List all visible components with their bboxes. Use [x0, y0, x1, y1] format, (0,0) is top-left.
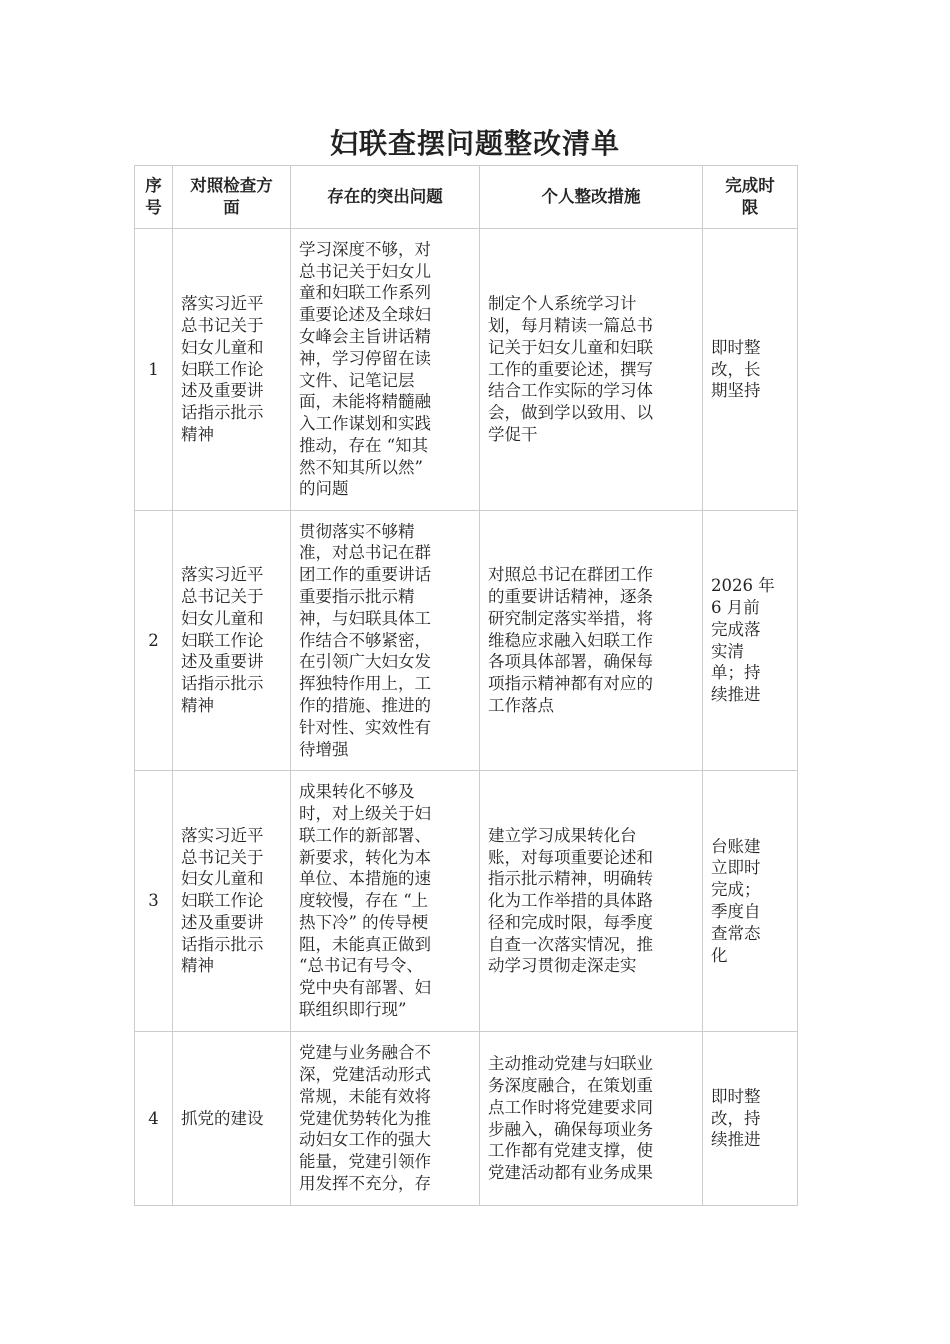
- cell-line: 个人整改措施: [541, 187, 641, 207]
- cell-line: “总书记有号令、: [299, 956, 423, 976]
- cell-line: 落实习近平: [181, 565, 264, 585]
- cell-line: 然不知其所以然”: [299, 457, 423, 477]
- header-measure: [480, 166, 703, 229]
- table-row: [135, 511, 798, 771]
- cell-line: 记关于妇女儿童和妇联: [488, 337, 653, 357]
- cell-measure: [480, 1032, 703, 1206]
- cell-line: 精神: [181, 956, 214, 976]
- cell-line: 话指示批示: [181, 403, 264, 423]
- cell-line: 话指示批示: [181, 674, 264, 694]
- cell-line: 话指示批示: [181, 934, 264, 954]
- cell-line: 精神: [181, 695, 214, 715]
- cell-line: 妇联工作论: [181, 891, 264, 911]
- header-aspect: [173, 166, 291, 229]
- cell-line: 时，对上级关于妇: [299, 803, 431, 823]
- cell-line: 对照检查方: [190, 176, 273, 196]
- cell-line: 会，做到学以致用、以: [488, 403, 653, 423]
- cell-line: 阻，未能真正做到: [299, 934, 431, 954]
- cell-problem: [291, 771, 480, 1032]
- cell-line: 述及重要讲: [181, 381, 264, 401]
- cell-line: 述及重要讲: [181, 912, 264, 932]
- table-row: [135, 1032, 798, 1206]
- cell-line: 点工作时将党建要求同: [488, 1097, 653, 1117]
- cell-line: 能量，党建引领作: [299, 1152, 431, 1172]
- cell-line: 动妇女工作的强大: [299, 1130, 431, 1150]
- cell-line: 实清: [711, 641, 744, 661]
- cell-line: 主动推动党建与妇联业: [488, 1054, 653, 1074]
- cell-line: 妇联工作论: [181, 630, 264, 650]
- cell-problem: [291, 229, 480, 511]
- cell-line: 入工作谋划和实践: [299, 414, 431, 434]
- cell-line: 抓党的建设: [181, 1108, 264, 1128]
- cell-line: 落实习近平: [181, 294, 264, 314]
- cell-line: 维稳应求融入妇联工作: [488, 630, 653, 650]
- cell-line: 查常态: [711, 923, 761, 943]
- cell-line: 务深度融合，在策划重: [488, 1075, 653, 1095]
- cell-aspect: [173, 771, 291, 1032]
- cell-line: 单位、本措施的速: [299, 869, 431, 889]
- cell-line: 党中央有部署、妇: [299, 978, 431, 998]
- cell-aspect: [173, 511, 291, 771]
- cell-line: 妇女儿童和: [181, 337, 264, 357]
- cell-line: 联组织即行现”: [299, 1000, 407, 1020]
- cell-line: 重要论述及全球妇: [299, 305, 431, 325]
- cell-line: 精神: [181, 424, 214, 444]
- cell-line: 作的措施、推进的: [299, 695, 431, 715]
- cell-line: 各项具体部署，确保每: [488, 652, 653, 672]
- cell-line: 总书记关于: [181, 847, 264, 867]
- cell-line: 待增强: [299, 739, 349, 759]
- cell-line: 建立学习成果转化台: [488, 825, 637, 845]
- header-no: [135, 166, 173, 229]
- cell-measure: [480, 229, 703, 511]
- cell-line: 妇女儿童和: [181, 869, 264, 889]
- table-row: [135, 771, 798, 1032]
- cell-aspect: [173, 1032, 291, 1206]
- cell-line: 学习深度不够，对: [299, 239, 431, 259]
- cell-line: 的重要讲话精神，逐条: [488, 587, 653, 606]
- cell-problem: [291, 1032, 480, 1206]
- cell-line: 化: [711, 945, 728, 965]
- cell-line: 季度自: [711, 902, 761, 921]
- cell-problem: [291, 511, 480, 771]
- cell-line: 完成；: [711, 880, 761, 900]
- cell-line: 用发挥不充分，存: [299, 1173, 431, 1193]
- header-problem: [291, 166, 480, 229]
- cell-line: 述及重要讲: [181, 652, 264, 672]
- cell-line: 改，长: [711, 359, 761, 379]
- cell-line: 神，与妇联具体工: [299, 608, 431, 628]
- cell-line: 号: [145, 198, 162, 217]
- cell-line: 限: [741, 198, 759, 217]
- cell-line: 文件、记笔记层: [299, 370, 415, 390]
- cell-line: 重要指示批示精: [299, 587, 415, 606]
- cell-deadline: [703, 511, 798, 771]
- cell-line: 划，每月精读一篇总书: [488, 316, 653, 335]
- cell-line: 续推进: [711, 1130, 761, 1150]
- cell-line: 党建与业务融合不: [299, 1043, 431, 1063]
- cell-line: 续推进: [711, 685, 761, 705]
- cell-line: 径和完成时限，每季度: [488, 912, 653, 932]
- cell-line: 工作都有党建支撑，使: [488, 1141, 653, 1161]
- cell-line: 期坚持: [711, 381, 761, 401]
- cell-line: 联工作的新部署、: [299, 825, 431, 845]
- cell-line: 账，对每项重要论述和: [488, 847, 653, 867]
- cell-line: 推动，存在 “知其: [299, 435, 429, 455]
- cell-line: 作结合不够紧密，: [299, 630, 431, 650]
- cell-line: 团工作的重要讲话: [299, 565, 431, 585]
- cell-no: 1: [135, 229, 173, 511]
- cell-line: 党建优势转化为推: [299, 1108, 431, 1128]
- cell-line: 工作的重要论述，撰写: [488, 359, 653, 379]
- cell-line: 单；持: [711, 663, 761, 683]
- cell-line: 挥独特作用上，工: [299, 674, 431, 694]
- cell-line: 成果转化不够及: [299, 782, 415, 802]
- cell-line: 6 月前: [711, 597, 760, 617]
- cell-deadline: [703, 229, 798, 511]
- cell-line: 序: [145, 176, 162, 196]
- cell-line: 贯彻落实不够精: [299, 521, 415, 541]
- rectification-table: [134, 165, 798, 1206]
- cell-line: 步融入，确保每项业务: [488, 1119, 653, 1139]
- cell-line: 总书记关于: [181, 587, 264, 606]
- cell-line: 立即时: [711, 858, 761, 878]
- cell-line: 指示批示精神，明确转: [488, 869, 653, 889]
- cell-line: 化为工作举措的具体路: [488, 891, 653, 911]
- cell-line: 的问题: [299, 479, 349, 499]
- cell-line: 新要求，转化为本: [299, 847, 431, 867]
- cell-measure: [480, 511, 703, 771]
- cell-line: 总书记关于: [181, 316, 264, 335]
- cell-line: 常规，未能有效将: [299, 1086, 431, 1106]
- cell-line: 对照总书记在群团工作: [488, 565, 653, 585]
- cell-aspect: [173, 229, 291, 511]
- cell-line: 项指示精神都有对应的: [488, 674, 653, 694]
- cell-line: 针对性、实效性有: [299, 717, 431, 737]
- cell-line: 即时整: [711, 1086, 761, 1106]
- cell-line: 存在的突出问题: [327, 187, 443, 207]
- cell-line: 改，持: [711, 1108, 761, 1128]
- cell-no: 4: [135, 1032, 173, 1206]
- cell-line: 神，学习停留在读: [299, 348, 431, 368]
- cell-deadline: [703, 1032, 798, 1206]
- cell-line: 准，对总书记在群: [299, 543, 431, 563]
- header-deadline: [703, 166, 798, 229]
- cell-line: 党建活动都有业务成果: [488, 1163, 653, 1183]
- cell-line: 自查一次落实情况，推: [488, 934, 653, 954]
- cell-line: 学促干: [488, 424, 538, 444]
- cell-line: 热下冷” 的传导梗: [299, 912, 429, 932]
- page-title: 妇联查摆问题整改清单: [329, 127, 620, 160]
- cell-line: 即时整: [711, 337, 761, 357]
- table-row: [135, 229, 798, 511]
- table-header-row: [135, 166, 798, 229]
- cell-line: 落实习近平: [181, 825, 264, 845]
- cell-line: 女峰会主旨讲话精: [299, 326, 431, 346]
- cell-measure: [480, 771, 703, 1032]
- cell-no: 2: [135, 511, 173, 771]
- cell-line: 制定个人系统学习计: [488, 294, 637, 314]
- cell-line: 度较慢，存在 “上: [299, 891, 429, 911]
- cell-deadline: [703, 771, 798, 1032]
- cell-line: 结合工作实际的学习体: [488, 381, 653, 401]
- cell-line: 童和妇联工作系列: [299, 283, 431, 303]
- cell-line: 面: [223, 198, 240, 217]
- cell-line: 总书记关于妇女儿: [299, 261, 431, 281]
- cell-line: 面，未能将精髓融: [299, 392, 431, 412]
- cell-line: 在引领广大妇女发: [299, 652, 431, 672]
- cell-line: 工作落点: [488, 695, 554, 715]
- cell-line: 妇女儿童和: [181, 608, 264, 628]
- cell-line: 台账建: [711, 836, 761, 856]
- cell-line: 研究制定落实举措，将: [488, 608, 653, 628]
- cell-line: 2026 年: [711, 576, 775, 596]
- cell-line: 妇联工作论: [181, 359, 264, 379]
- cell-line: 完成落: [711, 619, 761, 639]
- cell-line: 完成时: [725, 176, 775, 196]
- cell-no: 3: [135, 771, 173, 1032]
- cell-line: 动学习贯彻走深走实: [488, 956, 637, 976]
- cell-line: 深，党建活动形式: [299, 1065, 431, 1084]
